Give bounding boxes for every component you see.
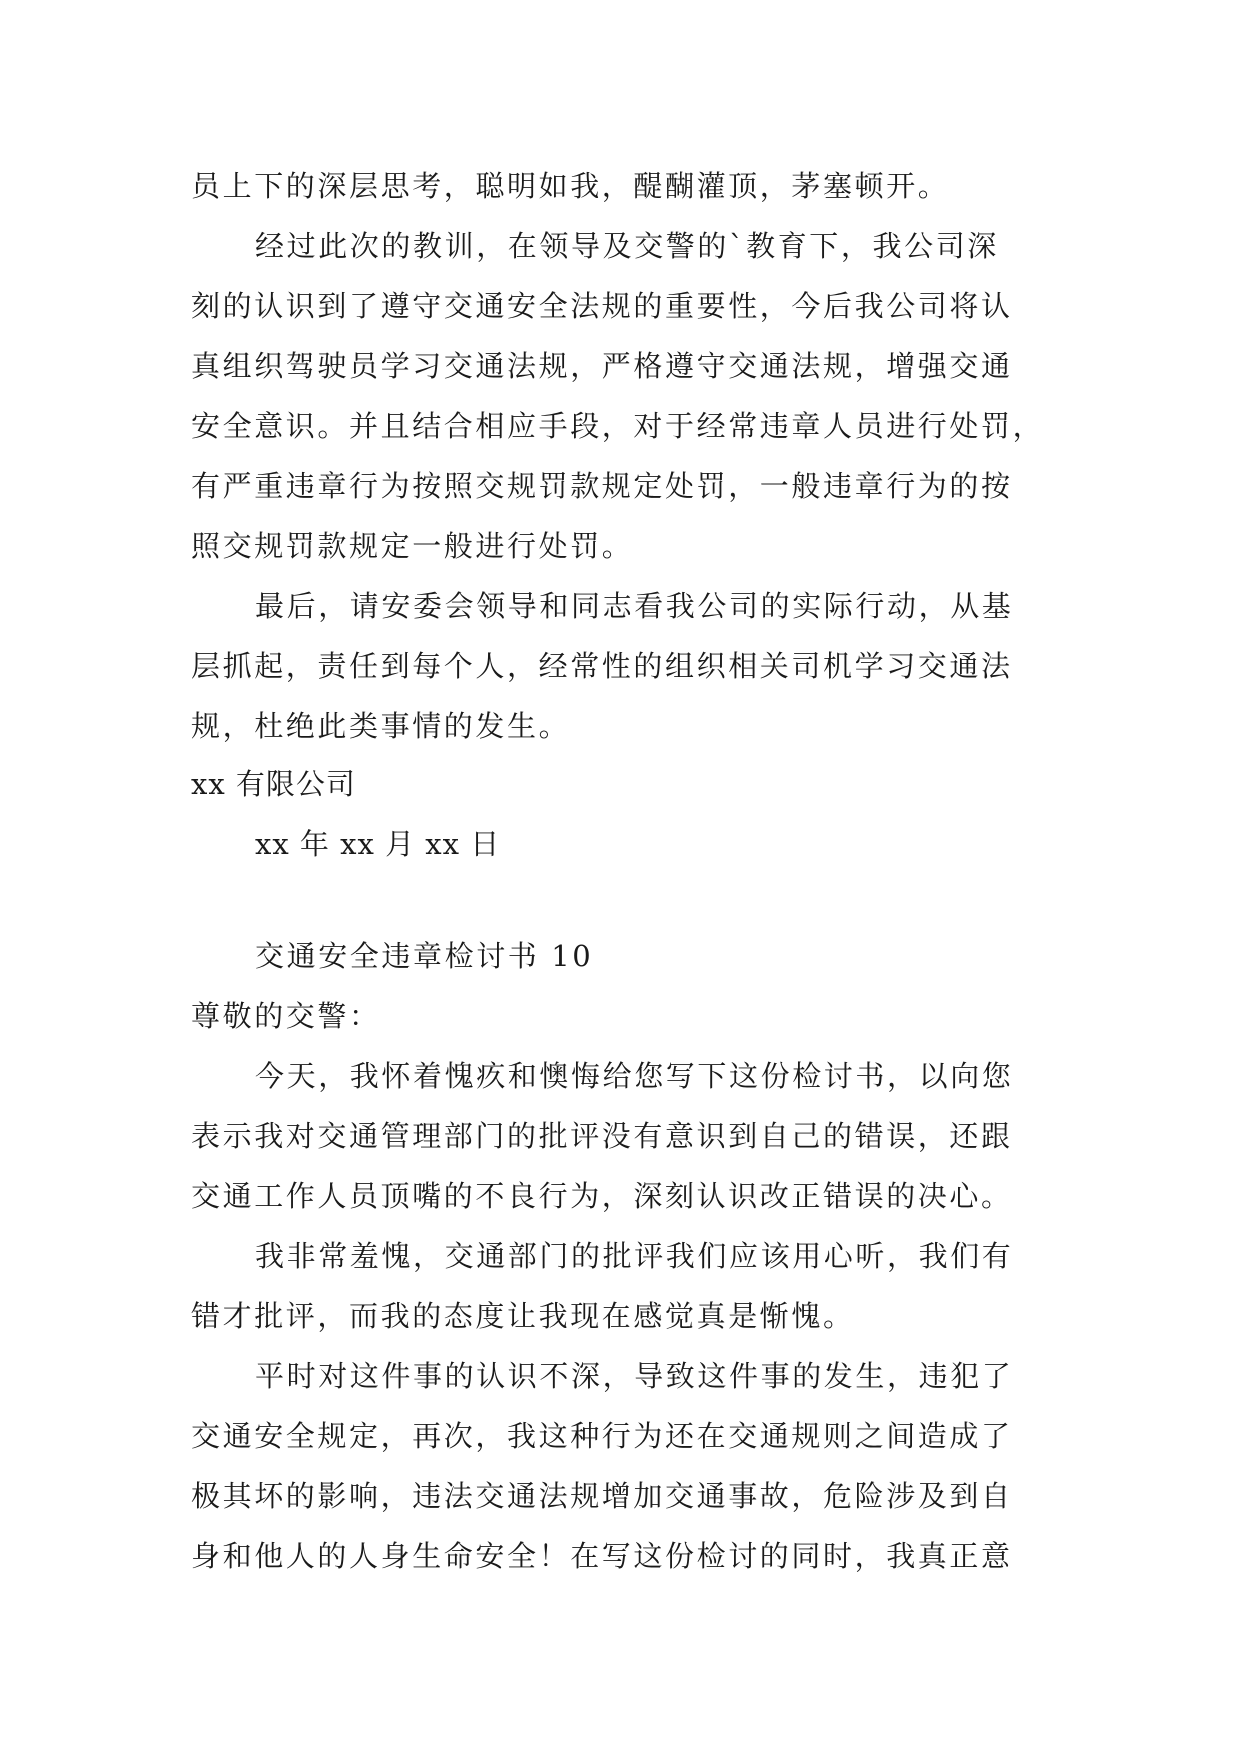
paragraph-first-line: 最后，请安委会领导和同志看我公司的实际行动，从基: [255, 589, 1014, 623]
salutation: 尊敬的交警：: [191, 999, 381, 1033]
signature-company: xx 有限公司: [191, 767, 356, 801]
text-line: 交通安全规定，再次，我这种行为还在交通规则之间造成了: [191, 1419, 1013, 1453]
text-line: 层抓起，责任到每个人，经常性的组织相关司机学习交通法: [191, 649, 1013, 683]
text-line: 表示我对交通管理部门的批评没有意识到自己的错误，还跟: [191, 1119, 1013, 1153]
text-line: 规，杜绝此类事情的发生。: [191, 709, 571, 743]
paragraph-first-line: 今天，我怀着愧疚和懊悔给您写下这份检讨书，以向您: [255, 1059, 1014, 1093]
signature-date: xx 年 xx 月 xx 日: [255, 827, 501, 861]
text-line: 刻的认识到了遵守交通安全法规的重要性，今后我公司将认: [191, 289, 1013, 323]
section-title: 交通安全违章检讨书 10: [255, 939, 594, 973]
text-line: 错才批评，而我的态度让我现在感觉真是惭愧。: [191, 1299, 855, 1333]
text-line: 交通工作人员顶嘴的不良行为，深刻认识改正错误的决心。: [191, 1179, 1013, 1213]
text-line: 极其坏的影响，违法交通法规增加交通事故，危险涉及到自: [191, 1479, 1013, 1513]
paragraph-first-line: 经过此次的教训，在领导及交警的`教育下，我公司深: [255, 229, 999, 263]
text-line: 员上下的深层思考，聪明如我，醍醐灌顶，茅塞顿开。: [191, 169, 950, 203]
paragraph-first-line: 平时对这件事的认识不深，导致这件事的发生，违犯了: [255, 1359, 1014, 1393]
text-line: 照交规罚款规定一般进行处罚。: [191, 529, 634, 563]
text-line: 有严重违章行为按照交规罚款规定处罚，一般违章行为的按: [191, 469, 1013, 503]
text-line: 身和他人的人身生命安全！在写这份检讨的同时，我真正意: [191, 1539, 1013, 1573]
text-line: 安全意识。并且结合相应手段，对于经常违章人员进行处罚，: [191, 409, 1045, 443]
text-line: 真组织驾驶员学习交通法规，严格遵守交通法规，增强交通: [191, 349, 1013, 383]
paragraph-first-line: 我非常羞愧，交通部门的批评我们应该用心听，我们有: [255, 1239, 1014, 1273]
